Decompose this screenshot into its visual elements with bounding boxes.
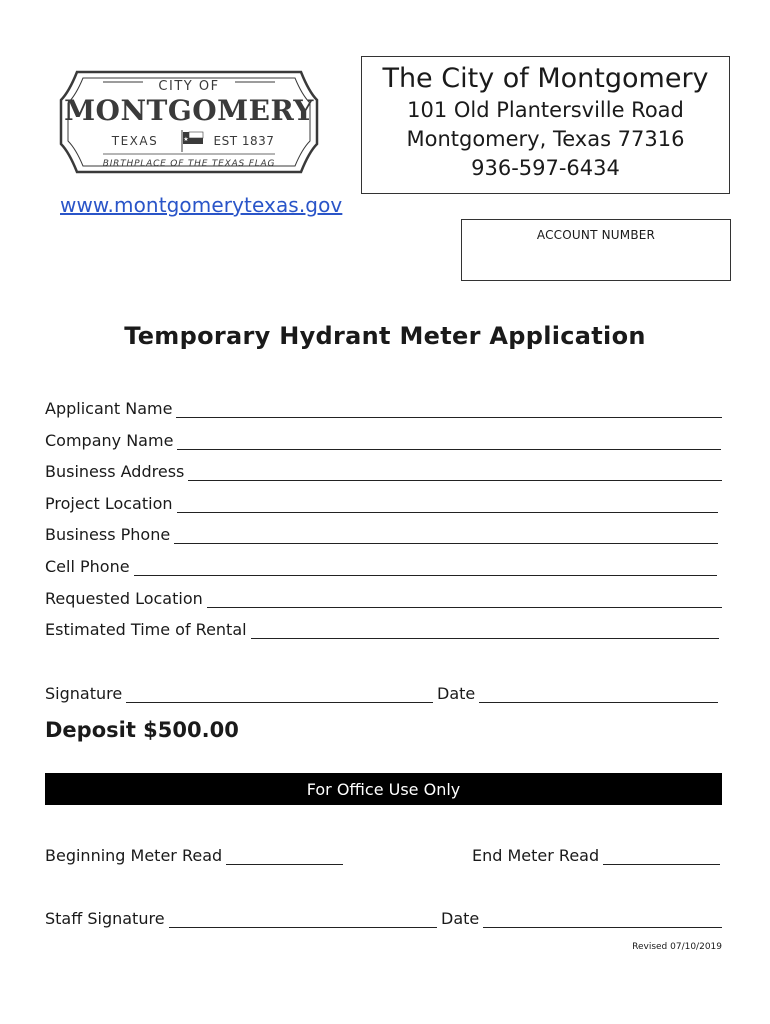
signature-row: [45, 681, 433, 703]
website-link[interactable]: www.montgomerytexas.gov: [60, 193, 343, 217]
company-name-label: Company Name: [45, 431, 174, 450]
estimated-time-field[interactable]: [251, 622, 719, 639]
deposit-amount: Deposit $500.00: [45, 718, 239, 742]
business-address-row: [45, 459, 722, 481]
signature-label: Signature: [45, 684, 123, 703]
business-phone-row: [45, 522, 718, 544]
staff-signature-row: [45, 906, 437, 928]
svg-text:★: ★: [183, 136, 189, 143]
account-number-label: ACCOUNT NUMBER: [536, 228, 656, 242]
account-number-field[interactable]: [461, 219, 731, 281]
city-state-zip: Montgomery, Texas 77316: [406, 127, 685, 151]
city-title: The City of Montgomery: [382, 63, 709, 94]
office-use-label: For Office Use Only: [306, 779, 461, 799]
signature-field[interactable]: [126, 686, 433, 703]
staff-signature-field[interactable]: [169, 911, 437, 928]
phone-number: 936-597-6434: [471, 156, 620, 180]
company-name-row: [45, 428, 721, 450]
requested-location-label: Requested Location: [45, 589, 203, 608]
staff-signature-label: Staff Signature: [45, 909, 165, 928]
requested-location-row: [45, 586, 722, 608]
logo-est: EST 1837: [213, 134, 275, 148]
project-location-field[interactable]: [177, 496, 719, 513]
logo-state: TEXAS: [111, 134, 159, 148]
business-phone-field[interactable]: [174, 527, 718, 544]
end-meter-label: End Meter Read: [472, 846, 600, 865]
cell-phone-row: [45, 554, 717, 576]
applicant-name-field[interactable]: [176, 401, 722, 418]
end-meter-row: [472, 843, 720, 865]
staff-date-row: [441, 906, 722, 928]
date-label: Date: [437, 684, 476, 703]
beginning-meter-row: [45, 843, 343, 865]
form-title: Temporary Hydrant Meter Application: [124, 322, 646, 350]
texas-flag-icon: [182, 130, 203, 152]
street-address: 101 Old Plantersville Road: [407, 98, 684, 122]
logo-tagline: BIRTHPLACE OF THE TEXAS FLAG: [102, 159, 276, 169]
office-use-header: [45, 773, 722, 805]
cell-phone-label: Cell Phone: [45, 557, 130, 576]
date-row: [437, 681, 718, 703]
logo-city-of: CITY OF: [158, 79, 220, 94]
address-box: [361, 56, 730, 194]
project-location-label: Project Location: [45, 494, 173, 513]
business-phone-label: Business Phone: [45, 525, 171, 544]
revision-date: Revised 07/10/2019: [632, 942, 722, 952]
end-meter-field[interactable]: [603, 848, 720, 865]
company-name-field[interactable]: [177, 433, 721, 450]
date-field[interactable]: [479, 686, 718, 703]
requested-location-field[interactable]: [207, 591, 722, 608]
staff-date-field[interactable]: [483, 911, 722, 928]
logo-name: MONTGOMERY: [64, 94, 314, 127]
applicant-name-row: [45, 396, 722, 418]
applicant-name-label: Applicant Name: [45, 399, 173, 418]
estimated-time-row: [45, 617, 719, 639]
business-address-field[interactable]: [188, 464, 722, 481]
business-address-label: Business Address: [45, 462, 185, 481]
project-location-row: [45, 491, 718, 513]
staff-date-label: Date: [441, 909, 480, 928]
beginning-meter-field[interactable]: [226, 848, 343, 865]
estimated-time-label: Estimated Time of Rental: [45, 620, 247, 639]
beginning-meter-label: Beginning Meter Read: [45, 846, 223, 865]
city-logo: [55, 62, 323, 182]
cell-phone-field[interactable]: [134, 559, 717, 576]
